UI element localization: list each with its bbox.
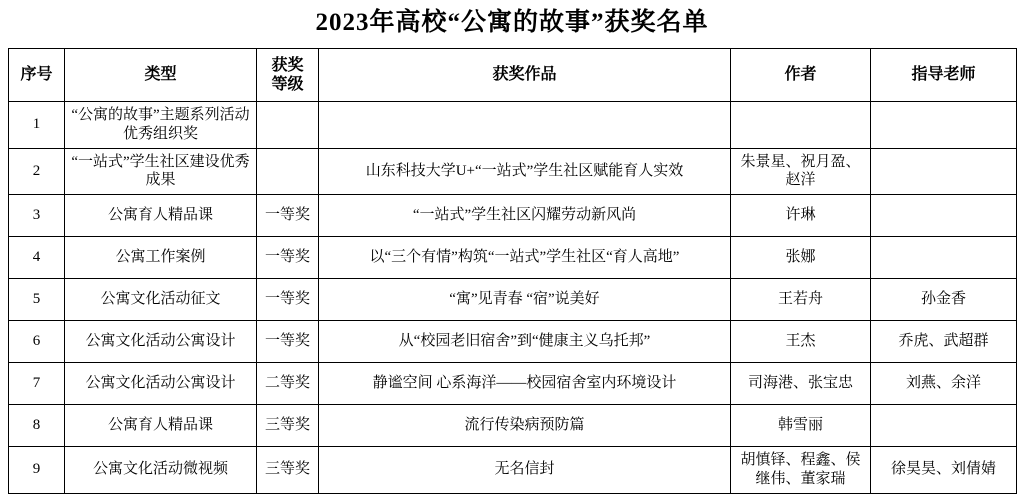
cell-work: “寓”见青春 “宿”说美好 [319,279,731,321]
cell-work: 静谧空间 心系海洋——校园宿舍室内环境设计 [319,363,731,405]
cell-work: 流行传染病预防篇 [319,405,731,447]
cell-level: 三等奖 [257,447,319,494]
cell-mentor [871,195,1017,237]
page-title: 2023年高校“公寓的故事”获奖名单 [315,9,709,36]
cell-level: 三等奖 [257,405,319,447]
cell-author: 王杰 [731,321,871,363]
cell-type: 公寓文化活动公寓设计 [65,321,257,363]
cell-type: 公寓育人精品课 [65,195,257,237]
cell-mentor [871,405,1017,447]
table-header-row [9,49,1017,102]
cell-level: 一等奖 [257,237,319,279]
cell-work [319,102,731,149]
cell-type: 公寓文化活动微视频 [65,447,257,494]
cell-mentor: 刘燕、余洋 [871,363,1017,405]
cell-type: 公寓育人精品课 [65,405,257,447]
table-row [9,405,1017,447]
cell-seq: 6 [9,321,65,363]
column-header-seq: 序号 [9,49,65,102]
cell-mentor [871,237,1017,279]
column-header-level-line1: 获奖 [271,56,304,74]
cell-author: 张娜 [731,237,871,279]
cell-type: “一站式”学生社区建设优秀成果 [65,148,257,195]
cell-author: 司海港、张宝忠 [731,363,871,405]
table-row [9,321,1017,363]
table-header [9,49,1017,102]
cell-mentor [871,148,1017,195]
cell-work: “一站式”学生社区闪耀劳动新风尚 [319,195,731,237]
cell-work: 山东科技大学U+“一站式”学生社区赋能育人实效 [319,148,731,195]
table-row [9,363,1017,405]
table-row [9,195,1017,237]
table-body [9,102,1017,494]
table-row [9,237,1017,279]
cell-author: 许琳 [731,195,871,237]
cell-work: 无名信封 [319,447,731,494]
cell-author: 韩雪丽 [731,405,871,447]
column-header-level-line2: 等级 [271,76,304,93]
cell-seq: 2 [9,148,65,195]
cell-mentor: 乔虎、武超群 [871,321,1017,363]
cell-seq: 4 [9,237,65,279]
cell-author: 王若舟 [731,279,871,321]
cell-level: 二等奖 [257,363,319,405]
cell-seq: 7 [9,363,65,405]
cell-level: 一等奖 [257,321,319,363]
cell-level: 一等奖 [257,195,319,237]
cell-type: 公寓工作案例 [65,237,257,279]
cell-work: 从“校园老旧宿舍”到“健康主义乌托邦” [319,321,731,363]
table-row [9,447,1017,494]
table-row [9,102,1017,149]
cell-level: 一等奖 [257,279,319,321]
cell-level [257,148,319,195]
cell-author [731,102,871,149]
cell-author: 朱景星、祝月盈、赵洋 [731,148,871,195]
column-header-author: 作者 [731,49,871,102]
cell-mentor [871,102,1017,149]
cell-type: 公寓文化活动征文 [65,279,257,321]
table-row [9,148,1017,195]
cell-work: 以“三个有情”构筑“一站式”学生社区“育人高地” [319,237,731,279]
cell-level [257,102,319,149]
cell-seq: 8 [9,405,65,447]
cell-type: 公寓文化活动公寓设计 [65,363,257,405]
cell-seq: 5 [9,279,65,321]
cell-type: “公寓的故事”主题系列活动优秀组织奖 [65,102,257,149]
award-list-table [8,48,1017,494]
column-header-type: 类型 [65,49,257,102]
cell-mentor: 徐昊昊、刘倩婧 [871,447,1017,494]
cell-mentor: 孙金香 [871,279,1017,321]
cell-seq: 3 [9,195,65,237]
column-header-work: 获奖作品 [319,49,731,102]
table-row [9,279,1017,321]
column-header-mentor: 指导老师 [871,49,1017,102]
cell-seq: 9 [9,447,65,494]
cell-author: 胡慎铎、程鑫、侯继伟、董家瑞 [731,447,871,494]
column-header-level [257,49,319,102]
cell-seq: 1 [9,102,65,149]
